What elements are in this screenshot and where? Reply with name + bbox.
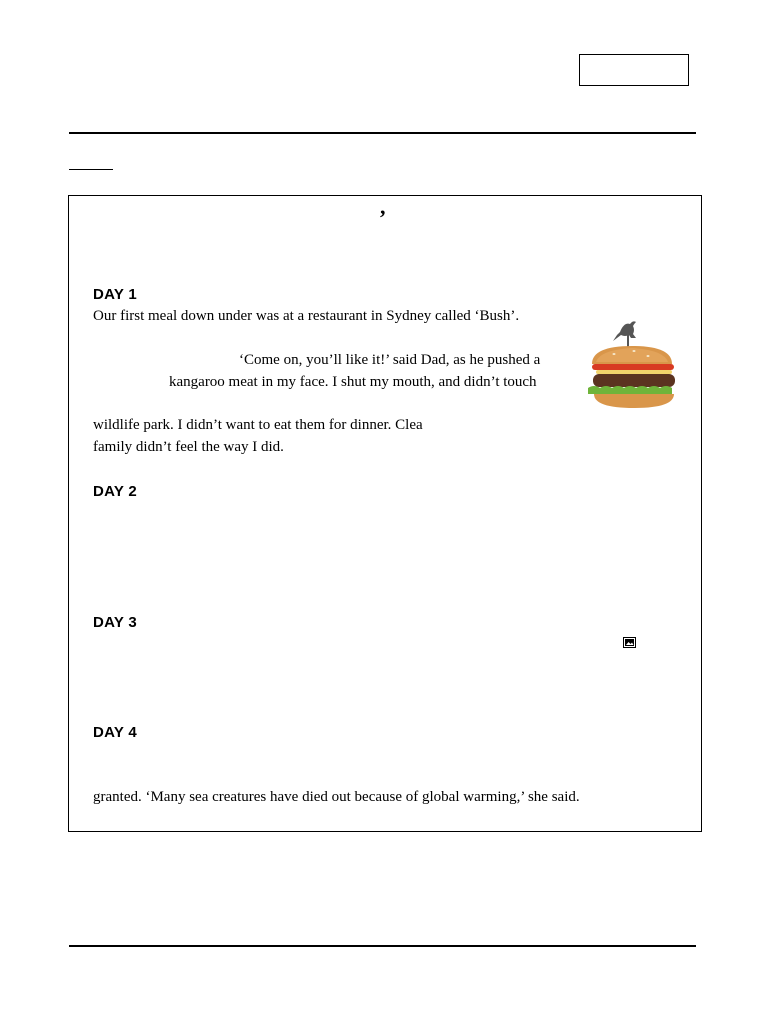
- day1-line-2: ‘Come on, you’ll like it!’ said Dad, as he pushed a: [239, 352, 541, 368]
- name-box: [579, 54, 689, 86]
- title-comma: ,: [380, 194, 386, 219]
- day1-line-4: wildlife park. I didn’t want to eat them for dinner. Clea: [93, 417, 423, 433]
- story-frame: [68, 195, 702, 832]
- kangaroo-burger-image: [582, 314, 686, 420]
- image-placeholder-icon: [623, 637, 636, 648]
- day1-heading: DAY 1: [93, 286, 138, 303]
- day2-heading: DAY 2: [93, 483, 138, 500]
- day4-heading: DAY 4: [93, 724, 138, 741]
- day3-heading: DAY 3: [93, 614, 138, 631]
- header-rule: [69, 132, 696, 134]
- day1-line-3: kangaroo meat in my face. I shut my mouth, and didn’t touch: [169, 374, 537, 390]
- day1-line-1: Our first meal down under was at a restaurant in Sydney called ‘Bush’.: [93, 308, 520, 324]
- short-rule: [69, 169, 113, 170]
- footer-rule: [69, 945, 696, 947]
- day4-line-1: granted. ‘Many sea creatures have died out because of global warming,’ she said.: [93, 789, 580, 805]
- day1-line-5: family didn’t feel the way I did.: [93, 439, 284, 455]
